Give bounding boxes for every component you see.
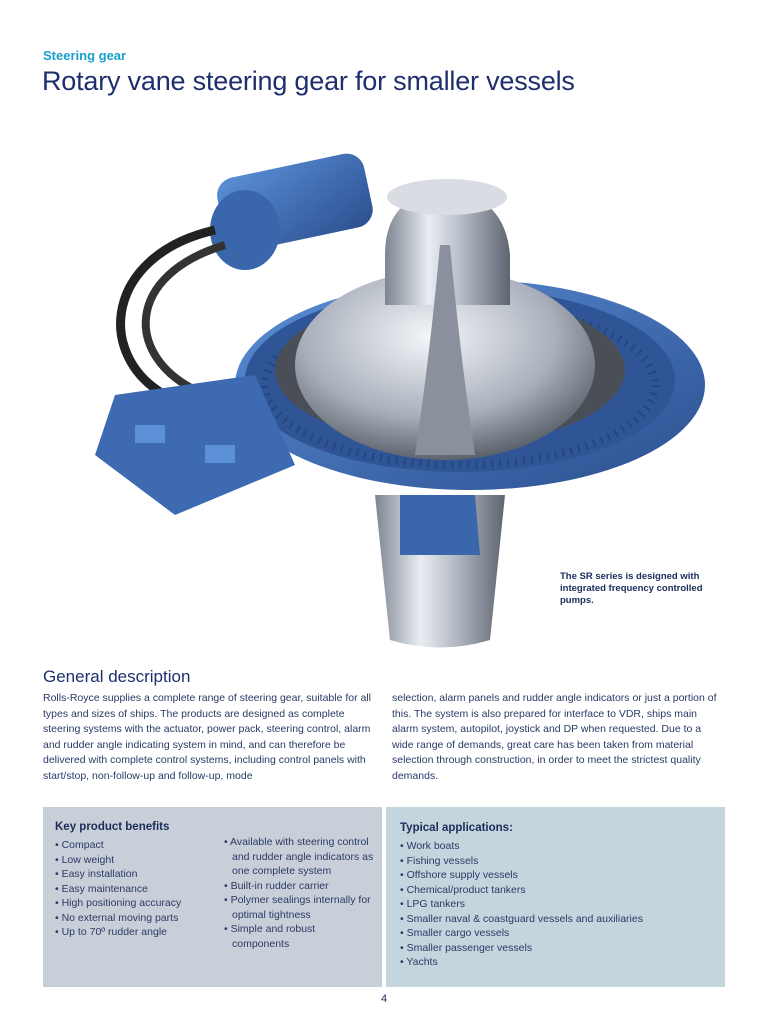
page-title: Rotary vane steering gear for smaller vessels — [42, 66, 575, 96]
section-label: Steering gear — [43, 48, 127, 63]
list-item: • Fishing vessels — [400, 854, 710, 869]
list-item: • No external moving parts — [55, 911, 215, 926]
list-item: • Smaller cargo vessels — [400, 926, 710, 941]
general-description-right-column: selection, alarm panels and rudder angle indicators or just a portion of this. The system is also prepared for interface to VDR, ships main alarm system, autopilot, joystick and DP when requested. Due to a wide range of demands, great care has been taken from material selection through construction, in order to meet the strictest quality demands. — [392, 692, 717, 782]
list-item: • Smaller passenger vessels — [400, 941, 710, 956]
list-item: • Work boats — [400, 839, 710, 854]
list-item: • LPG tankers — [400, 897, 710, 912]
list-item: • Easy maintenance — [55, 882, 215, 897]
general-description-left-column: Rolls-Royce supplies a complete range of steering gear, suitable for all types and sizes of ships. The products are designed as complete steering systems with the actuator, power pack, steering control, alarm and rudder angle indicating system in mind, and can therefore be delivered with complete control systems, including control panels with start/stop, non-follow-up and follow-up, mode — [43, 692, 372, 782]
applications-heading: Typical applications: — [400, 822, 513, 834]
list-item: • Yachts — [400, 955, 710, 970]
list-item: • High positioning accuracy — [55, 896, 215, 911]
general-description-heading: General description — [43, 667, 191, 686]
figure-caption: The SR series is designed with integrated frequency controlled pumps. — [560, 571, 703, 606]
list-item: • Offshore supply vessels — [400, 868, 710, 883]
typical-applications-panel — [386, 807, 725, 987]
list-item: • Chemical/product tankers — [400, 883, 710, 898]
key-product-benefits-panel — [43, 807, 382, 987]
list-item: • Simple and robust components — [224, 922, 374, 951]
list-item: • Compact — [55, 838, 215, 853]
page-number: 4 — [380, 993, 388, 1005]
benefits-list-right — [224, 835, 374, 951]
list-item: • Up to 70º rudder angle — [55, 925, 215, 940]
list-item: • Available with steering control and rudder angle indicators as one complete system — [224, 835, 374, 879]
base-flange — [400, 495, 480, 555]
list-item: • Low weight — [55, 853, 215, 868]
benefits-heading: Key product benefits — [55, 821, 170, 833]
applications-list — [400, 839, 710, 970]
list-item: • Smaller naval & coastguard vessels and auxiliaries — [400, 912, 710, 927]
list-item: • Easy installation — [55, 867, 215, 882]
benefits-list-left — [55, 838, 215, 940]
list-item: • Built-in rudder carrier — [224, 879, 374, 894]
list-item: • Polymer sealings internally for optimal tightness — [224, 893, 374, 922]
